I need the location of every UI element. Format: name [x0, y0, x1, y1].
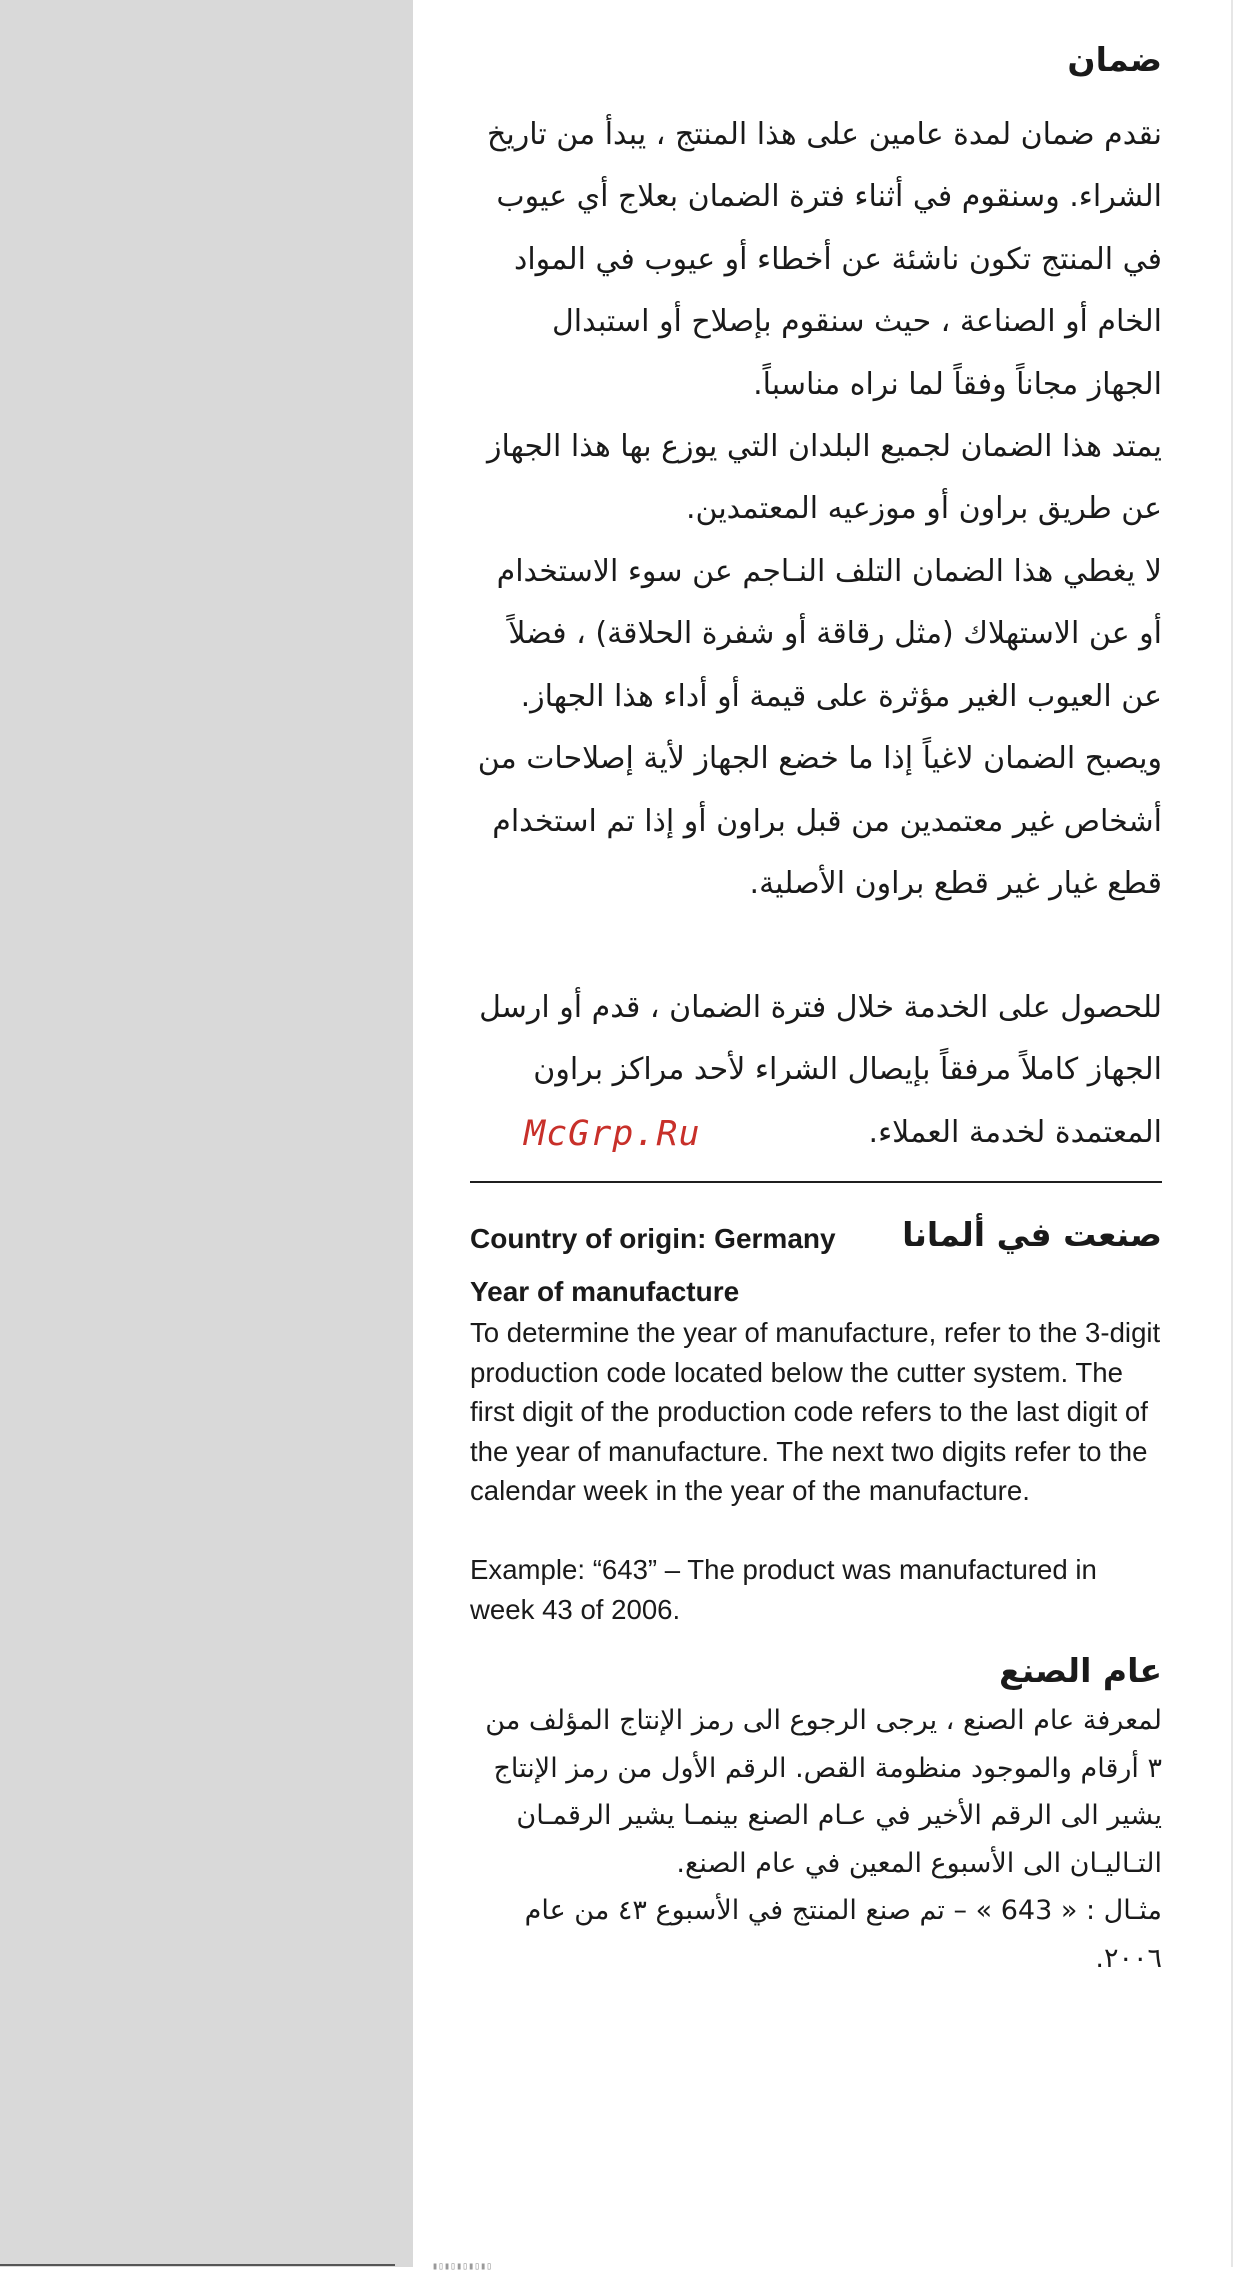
left-margin-band: [0, 0, 413, 2267]
year-of-manufacture-heading-en: Year of manufacture: [470, 1276, 740, 1307]
country-of-origin-en: Country of origin: Germany: [470, 1223, 836, 1254]
warranty-paragraph-3-ar: لا يغطي هذا الضمان التلف النـاجم عن سوء الاستخدام أو عن الاستهلاك (مثل رقاقة أو شفرة الحلاقة) ، فضلاً عن العيوب الغير مؤثرة على قيمة أو أداء هذا الجهاز. ويصبح الضمان لاغياً إذا ما خضع الجهاز لأية إصلاحات من أشخاص غير معتمدين من قبل براون أو إذا تم استخدام قطع غيار غير قطع براون الأصلية.: [477, 554, 1162, 902]
page-content-column: [470, 0, 1162, 2267]
footer-rule: [0, 2264, 395, 2266]
warranty-paragraph-2-ar: يمتد هذا الضمان لجميع البلدان التي يوزع بها هذا الجهاز عن طريق براون أو موزعيه المعتمدين.: [487, 429, 1162, 527]
year-of-manufacture-heading-ar: عام الصنع: [999, 1651, 1162, 1690]
warranty-paragraph-4-ar: للحصول على الخدمة خلال فترة الضمان ، قدم أو ارسل الجهاز كاملاً مرفقاً بإيصال الشراء لأحد مراكز براون المعتمدة لخدمة العملاء.: [479, 990, 1162, 1150]
warranty-paragraph-1-ar: نقدم ضمان لمدة عامين على هذا المنتج ، يبدأ من تاريخ الشراء. وسنقوم في أثناء فترة الضمان بعلاج أي عيوب في المنتج تكون ناشئة عن أخطاء أو عيوب في المواد الخام أو الصناعة ، حيث سنقوم بإصلاح أو استبدال الجهاز مجاناً وفقاً لما نراه مناسباً.: [487, 117, 1162, 402]
footer-crop-mark: ▮▯▮▯▮▯▮▯▮▯: [432, 2261, 493, 2272]
year-of-manufacture-example-ar: مثـال : « 643 » – تم صنع المنتج في الأسبوع ٤٣ من عام ٢٠٠٦.: [524, 1895, 1162, 1974]
year-of-manufacture-paragraph-en: To determine the year of manufacture, refer to the 3-digit production code located below the cutter system. The first digit of the production code refers to the last digit of the year of manufacture. The next two digits refer to the calendar week in the year of the manufacture.: [470, 1317, 1161, 1506]
country-of-origin-ar: صنعت في ألمانا: [902, 1215, 1162, 1254]
warranty-heading-ar: ضمان: [1067, 40, 1162, 79]
section-divider: [470, 1181, 1162, 1183]
watermark-logo: McGrp.Ru: [524, 1114, 701, 1154]
year-of-manufacture-paragraph-ar: لمعرفة عام الصنع ، يرجى الرجوع الى رمز الإنتاج المؤلف من ٣ أرقام والموجود منظومة القص. الرقم الأول من رمز الإنتاج يشير الى الرقم الأخير في عـام الصنع بينمـا يشير الرقمـان التـاليـان الى الأسبوع المعين في عام الصنع.: [485, 1705, 1162, 1879]
year-of-manufacture-example-en: Example: “643” – The product was manufactured in week 43 of 2006.: [470, 1554, 1097, 1625]
